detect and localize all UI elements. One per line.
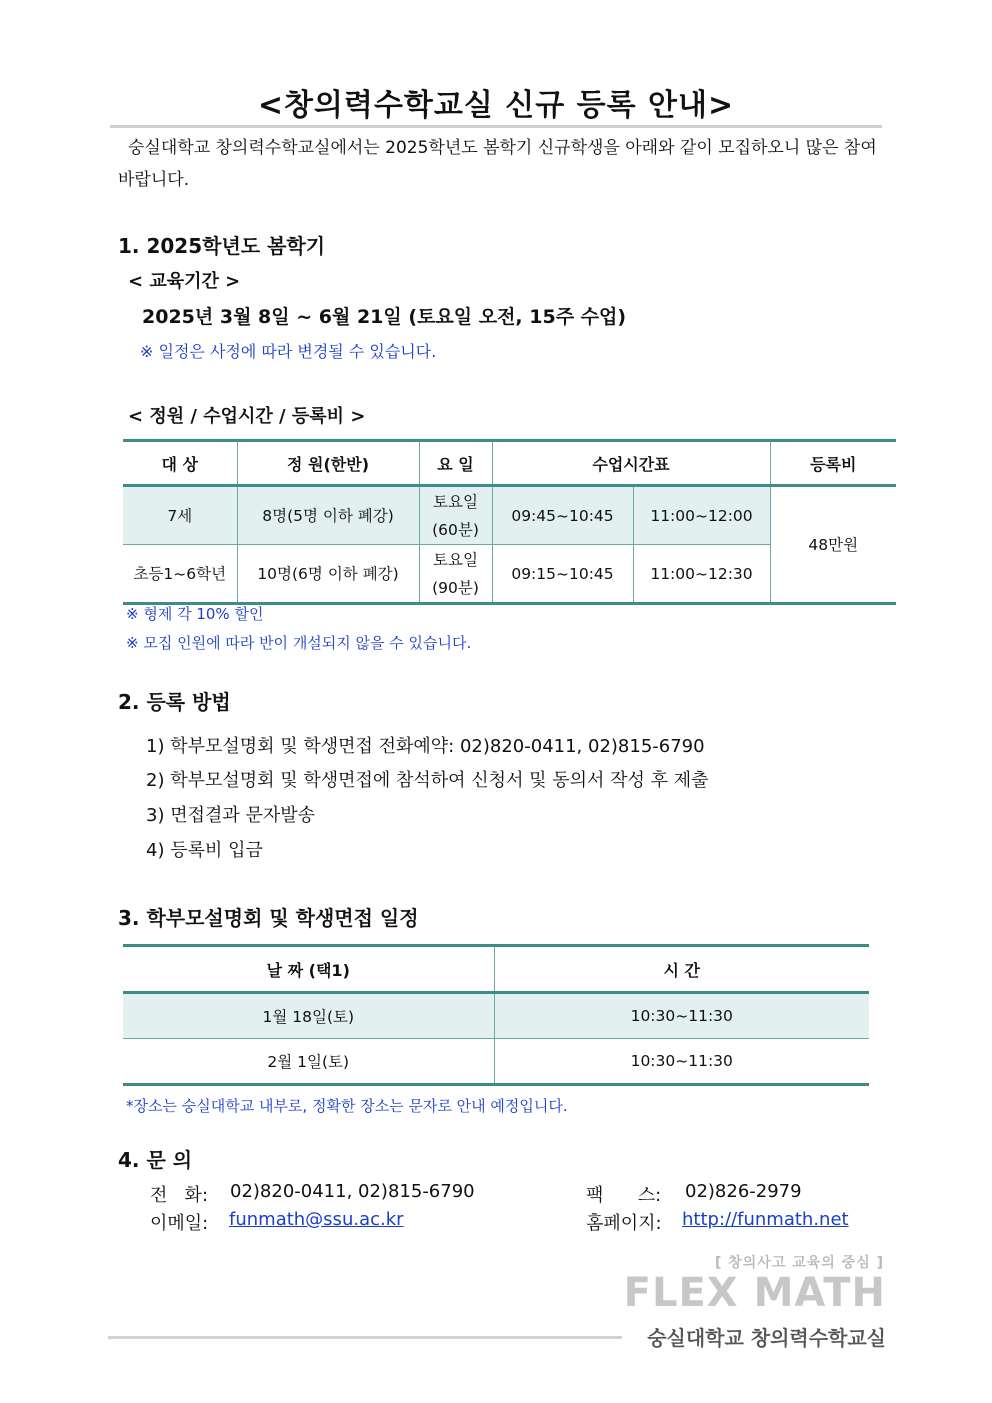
logo-tagline: [ 창의사고 교육의 중심 ] bbox=[714, 1255, 884, 1271]
intro-text: 숭실대학교 창의력수학교실에서는 2025학년도 봄학기 신규학생을 아래와 같이 모집하오니 많은 참여 바랍니다. bbox=[118, 138, 877, 190]
step-2: 2) 학부모설명회 및 학생면접에 참석하여 신청서 및 동의서 작성 후 제출 bbox=[146, 770, 709, 791]
flex-math-logo: FLEX MATH bbox=[623, 1270, 886, 1316]
section3-heading: 3. 학부모설명회 및 학생면접 일정 bbox=[118, 906, 419, 930]
education-period: 2025년 3월 8일 ~ 6월 21일 (토요일 오전, 15주 수업) bbox=[142, 306, 627, 328]
header-timetable: 수업시간표 bbox=[492, 441, 770, 486]
table-row bbox=[123, 486, 896, 545]
section4-heading: 4. 문 의 bbox=[118, 1148, 193, 1172]
cell-date: 2월 1일(토) bbox=[123, 1039, 494, 1085]
section2-heading: 2. 등록 방법 bbox=[118, 690, 231, 714]
cell-target: 7세 bbox=[123, 486, 237, 545]
location-note: *장소는 숭실대학교 내부로, 정확한 장소는 문자로 안내 예정입니다. bbox=[126, 1097, 568, 1115]
email-label: 이메일: bbox=[150, 1213, 209, 1234]
table-header-row bbox=[123, 441, 896, 486]
class-schedule-table bbox=[123, 439, 896, 605]
header-day: 요 일 bbox=[419, 441, 492, 486]
cell-capacity: 8명(5명 이하 폐강) bbox=[237, 486, 419, 545]
phone-value: 02)820-0411, 02)815-6790 bbox=[230, 1181, 475, 1202]
page-title: <창의력수학교실 신규 등록 안내> bbox=[257, 88, 735, 123]
day-text: 토요일 bbox=[433, 492, 478, 511]
organization-name: 숭실대학교 창의력수학교실 bbox=[647, 1326, 886, 1350]
homepage-label: 홈페이지: bbox=[586, 1213, 662, 1234]
cell-target: 초등1~6학년 bbox=[123, 545, 237, 604]
cell-fee: 48만원 bbox=[770, 486, 896, 604]
cell-time: 10:30~11:30 bbox=[494, 1039, 869, 1085]
cell-capacity: 10명(6명 이하 폐강) bbox=[237, 545, 419, 604]
fax-value: 02)826-2979 bbox=[685, 1181, 802, 1202]
header-fee: 등록비 bbox=[770, 441, 896, 486]
table-label: < 정원 / 수업시간 / 등록비 > bbox=[128, 406, 366, 427]
cell-time-1: 09:45~10:45 bbox=[492, 486, 633, 545]
homepage-link[interactable]: http://funmath.net bbox=[682, 1209, 849, 1230]
day-text: 토요일 bbox=[433, 550, 478, 569]
table-header-row bbox=[123, 946, 869, 993]
cell-time: 10:30~11:30 bbox=[494, 993, 869, 1039]
email-link[interactable]: funmath@ssu.ac.kr bbox=[229, 1209, 404, 1230]
cell-time-1: 09:15~10:45 bbox=[492, 545, 633, 604]
step-1: 1) 학부모설명회 및 학생면접 전화예약: 02)820-0411, 02)815-6790 bbox=[146, 736, 705, 757]
cell-date: 1월 18일(토) bbox=[123, 993, 494, 1039]
table-row bbox=[123, 1039, 869, 1085]
cell-time-2: 11:00~12:00 bbox=[633, 486, 770, 545]
step-3: 3) 면접결과 문자발송 bbox=[146, 805, 316, 826]
class-open-note: ※ 모집 인원에 따라 반이 개설되지 않을 수 있습니다. bbox=[126, 634, 472, 652]
title-divider bbox=[110, 125, 882, 128]
header-date: 날 짜 (택1) bbox=[123, 946, 494, 993]
cell-day bbox=[419, 545, 492, 604]
header-time: 시 간 bbox=[494, 946, 869, 993]
table-row bbox=[123, 993, 869, 1039]
period-label: < 교육기간 > bbox=[128, 271, 241, 292]
duration-text: (60분) bbox=[432, 520, 479, 539]
section1-heading: 1. 2025학년도 봄학기 bbox=[118, 234, 326, 258]
phone-label: 전 화: bbox=[150, 1185, 209, 1206]
fax-label: 팩 스: bbox=[586, 1185, 662, 1206]
orientation-schedule-table bbox=[123, 944, 869, 1086]
period-note: ※ 일정은 사정에 따라 변경될 수 있습니다. bbox=[140, 342, 437, 361]
duration-text: (90분) bbox=[432, 578, 479, 597]
header-capacity: 정 원(한반) bbox=[237, 441, 419, 486]
cell-time-2: 11:00~12:30 bbox=[633, 545, 770, 604]
discount-note: ※ 형제 각 10% 할인 bbox=[126, 605, 264, 623]
footer-divider bbox=[108, 1336, 622, 1339]
header-target: 대 상 bbox=[123, 441, 237, 486]
cell-day bbox=[419, 486, 492, 545]
step-4: 4) 등록비 입금 bbox=[146, 840, 263, 861]
